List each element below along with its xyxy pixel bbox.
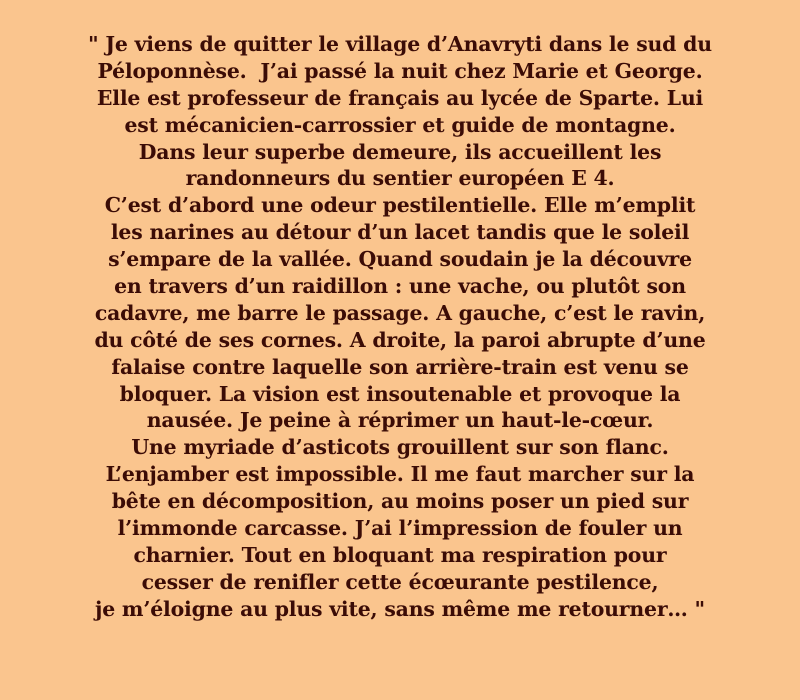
text-line: en travers d’un raidillon : une vache, ou plutôt son bbox=[114, 274, 686, 299]
text-line: l’immonde carcasse. J’ai l’impression de fouler un bbox=[117, 516, 683, 541]
text-line: Dans leur superbe demeure, ils accueillent les bbox=[138, 139, 662, 164]
text-line: falaise contre laquelle son arrière-train est venu se bbox=[111, 354, 689, 379]
text-line: est mécanicien-carrossier et guide de montagne. bbox=[124, 112, 676, 137]
text-line: bête en décomposition, au moins poser un pied sur bbox=[111, 489, 689, 514]
text-line: L’enjamber est impossible. Il me faut marcher sur la bbox=[105, 462, 695, 487]
quote-text-block bbox=[20, 31, 780, 623]
text-line: du côté de ses cornes. A droite, la paroi abrupte d’une bbox=[94, 327, 706, 352]
text-line: Une myriade d’asticots grouillent sur son flanc. bbox=[131, 435, 669, 460]
text-line: cadavre, me barre le passage. A gauche, c’est le ravin, bbox=[94, 300, 706, 325]
text-line: randonneurs du sentier européen E 4. bbox=[185, 166, 615, 191]
text-line: nausée. Je peine à réprimer un haut-le-cœur. bbox=[146, 408, 654, 433]
text-line: bloquer. La vision est insoutenable et provoque la bbox=[119, 381, 681, 406]
text-line: cesser de renifler cette écœurante pestilence, bbox=[141, 569, 659, 594]
text-line: s’empare de la vallée. Quand soudain je la découvre bbox=[108, 247, 692, 272]
text-line: " Je viens de quitter le village d’Anavryti dans le sud du bbox=[88, 32, 712, 56]
text-line: charnier. Tout en bloquant ma respiration pour bbox=[133, 542, 667, 567]
text-line: Péloponnèse. J’ai passé la nuit chez Marie et George. bbox=[97, 58, 703, 83]
text-line: je m’éloigne au plus vite, sans même me retourner… " bbox=[95, 596, 705, 621]
text-line: les narines au détour d’un lacet tandis que le soleil bbox=[110, 220, 690, 245]
text-line: Elle est professeur de français au lycée de Sparte. Lui bbox=[96, 85, 704, 110]
text-line: C’est d’abord une odeur pestilentielle. Elle m’emplit bbox=[104, 193, 696, 218]
